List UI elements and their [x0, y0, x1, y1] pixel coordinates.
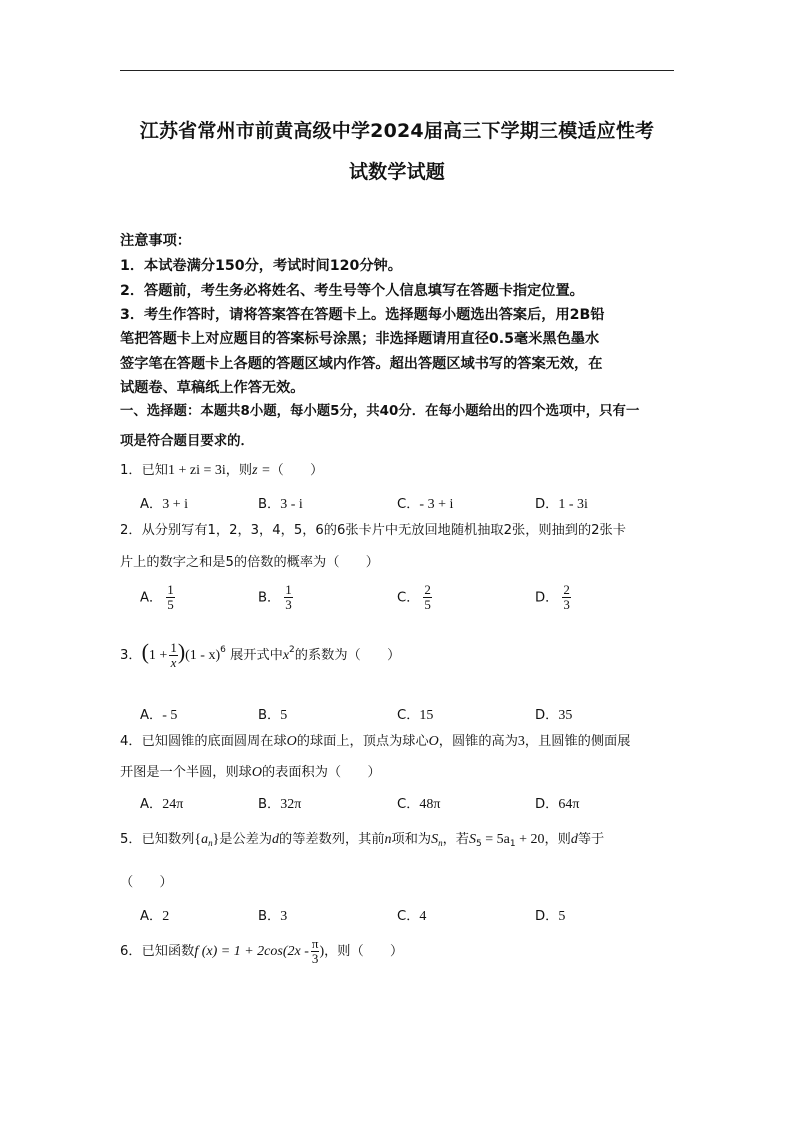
q1-mid: ，则 — [225, 463, 253, 478]
notice-item-2: 2．答题前，考生务必将姓名、考生号等个人信息填写在答题卡指定位置。 — [120, 283, 584, 299]
question-1 — [120, 462, 323, 480]
q3-option-a: A．- 5 — [140, 708, 178, 723]
question-5: 5．已知数列$\{a_n\}$是公差为d的等差数列，其前n项和为$S_n$，若$S_5 = 5a_1 + 20$，则d等于 — [120, 832, 605, 849]
q5-option-d: D．5 — [535, 909, 566, 924]
q3-factor: (1 - x) — [185, 648, 221, 663]
q1-equation: 1 + zi = 3i — [167, 463, 226, 478]
q1-option-b: B．3 - i — [258, 497, 303, 512]
q2-option-c: C． $\frac{2}{5}$ — [397, 582, 431, 612]
q2-option-a: A． $\frac{1}{5}$ — [140, 582, 174, 612]
question-2-cont: 片上的数字之和是5的倍数的概率为（ ） — [120, 555, 379, 570]
section1-heading-cont: 项是符合题目要求的． — [120, 434, 254, 449]
section1-heading: 一、选择题：本题共8小题，每小题5分，共40分．在每小题给出的四个选项中，只有一 — [120, 404, 640, 419]
q2-option-b: B． $\frac{1}{3}$ — [258, 582, 292, 612]
exam-title-line1: 江苏省常州市前黄高级中学2024届高三下学期三模适应性考 — [139, 120, 655, 142]
question-4-cont: 开图是一个半圆，则球O的表面积为（ ） — [120, 765, 381, 780]
notice-item-3-cont1: 笔把答题卡上对应题目的答案标号涂黑；非选择题请用直径0.5毫米黑色墨水 — [120, 331, 600, 347]
q5-option-c: C．4 — [397, 909, 427, 924]
q3-option-d: D．35 — [535, 708, 573, 723]
q3-option-c: C．15 — [397, 708, 434, 723]
notice-item-3: 3．考生作答时，请将答案答在答题卡上。选择题每小题选出答案后，用2B铅 — [120, 307, 605, 323]
q1-suffix: （ ） — [270, 463, 324, 478]
q4-option-a: A．24π — [140, 797, 184, 812]
q1-option-c: C．- 3 + i — [397, 497, 454, 512]
question-5-cont: （ ） — [120, 875, 173, 890]
notice-item-1: 1．本试卷满分150分，考试时间120分钟。 — [120, 258, 402, 274]
question-2: 2．从分别写有1，2，3，4，5，6的6张卡片中无放回地随机抽取2张，则抽到的2张卡 — [120, 523, 626, 538]
q3-prefix: 3． — [120, 648, 142, 663]
question-6: 6．已知函数f (x) = 1 + 2cos(2x - $\frac{\pi}{3}$ )，则（ ） — [120, 935, 404, 966]
q1-option-a: A．3 + i — [140, 497, 189, 512]
q1-prefix: 1．已知 — [120, 463, 168, 478]
q5-option-a: A．2 — [140, 909, 170, 924]
exam-title-line2: 试数学试题 — [348, 161, 445, 183]
q2-option-d: D． $\frac{2}{3}$ — [535, 582, 570, 612]
notice-item-3-cont2: 签字笔在答题卡上各题的答题区域内作答。超出答题区域书写的答案无效，在 — [120, 356, 603, 372]
q1-z: z = — [252, 463, 271, 478]
question-3: 3．(1 + $\frac{1}{x}$ )(1 - x)$^6$ 展开式中$x^2$的系数为（ ） — [120, 639, 401, 670]
question-4: 4．已知圆锥的底面圆周在球O的球面上，顶点为球心O，圆锥的高为3，且圆锥的侧面展 — [120, 734, 631, 749]
notice-item-3-cont3: 试题卷、草稿纸上作答无效。 — [120, 380, 305, 396]
notice-heading: 注意事项： — [120, 233, 191, 249]
q3-option-b: B．5 — [258, 708, 288, 723]
q4-option-b: B．32π — [258, 797, 302, 812]
q4-option-d: D．64π — [535, 797, 580, 812]
q4-option-c: C．48π — [397, 797, 441, 812]
header-rule — [120, 70, 674, 71]
q1-option-d: D．1 - 3i — [535, 497, 588, 512]
q5-option-b: B．3 — [258, 909, 288, 924]
